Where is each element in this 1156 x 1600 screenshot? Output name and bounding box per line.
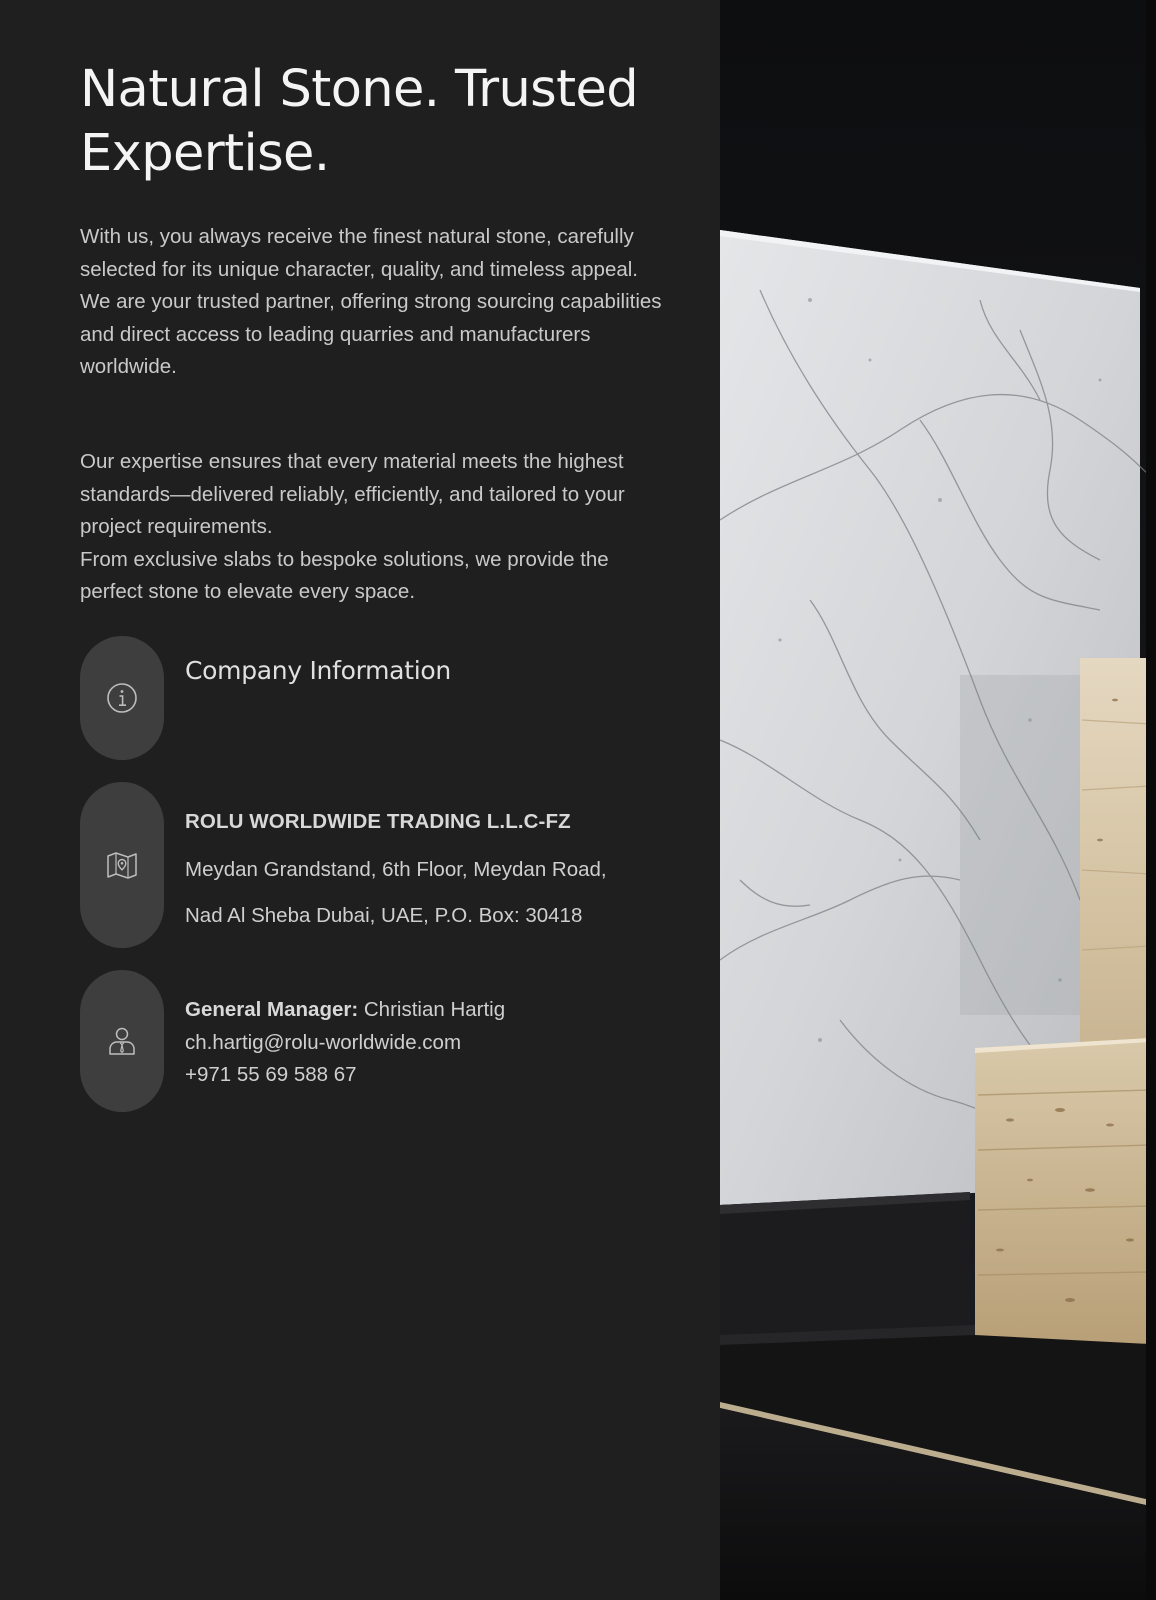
address-line-1: Meydan Grandstand, 6th Floor, Meydan Road,: [185, 858, 607, 881]
company-address: [185, 806, 705, 944]
photo-right-edge: [1146, 0, 1156, 1600]
info-icon: [105, 681, 139, 715]
manager-row: [185, 994, 505, 1027]
expertise-paragraph: Our expertise ensures that every material meets the highest standards—delivered reliably, efficiently, and tailored to your project requirements. From exclusive slabs to bespoke solutions, we provide the perfect stone to elevate every space.: [80, 450, 625, 604]
page-title: Natural Stone. Trusted Expertise.: [80, 60, 639, 183]
manager-email[interactable]: ch.hartig@rolu-worldwide.com: [185, 1030, 462, 1054]
user-icon-pill: [80, 970, 164, 1112]
address-line-2: Nad Al Sheba Dubai, UAE, P.O. Box: 30418: [185, 904, 583, 927]
section-title: Company Information: [185, 656, 451, 685]
stone-photo-illustration: [720, 0, 1156, 1600]
info-icon-pill: [80, 636, 164, 760]
user-icon: [105, 1024, 139, 1058]
intro-paragraph: With us, you always receive the finest natural stone, carefully selected for its unique character, quality, and timeless appeal. We are your trusted partner, offering strong sourcing capabilities and direct access to leading quarries and manufacturers worldwide.: [80, 225, 662, 379]
manager-name: Christian Hartig: [363, 998, 506, 1021]
company-name: ROLU WORLDWIDE TRADING L.L.C-FZ: [185, 810, 571, 833]
manager-contact: [185, 994, 505, 1092]
manager-phone[interactable]: +971 55 69 588 67: [185, 1063, 357, 1087]
map-icon-pill: [80, 782, 164, 948]
stone-photo: [720, 0, 1156, 1600]
manager-label: General Manager:: [185, 998, 359, 1021]
map-icon: [105, 848, 139, 882]
